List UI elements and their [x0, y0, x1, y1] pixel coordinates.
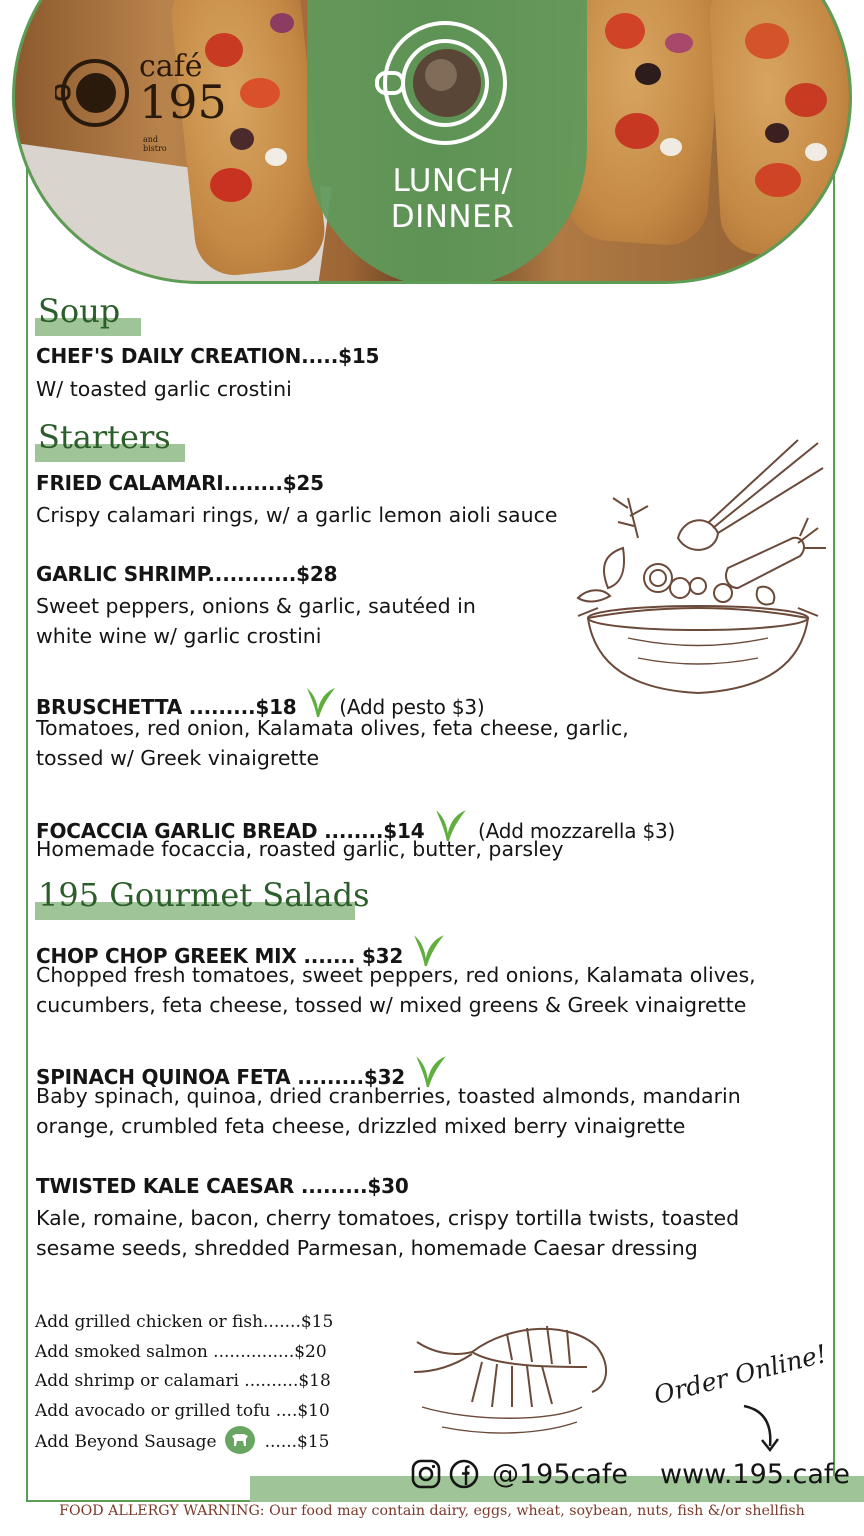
order-online-text[interactable]: Order Online!: [651, 1339, 830, 1410]
feta-topping: [660, 138, 682, 156]
focaccia-desc: Homemade focaccia, roasted garlic, butter, parsley: [36, 837, 564, 861]
addons-list: [35, 1308, 333, 1458]
addon-item: Add smoked salmon ...............$20: [35, 1341, 327, 1362]
kale-desc-line2: sesame seeds, shredded Parmesan, homemade Caesar dressing: [36, 1236, 698, 1260]
tomato-topping: [785, 83, 827, 117]
allergy-warning: FOOD ALLERGY WARNING: Our food may contain dairy, eggs, wheat, soybean, nuts, fish &/or shellfish: [59, 1503, 805, 1519]
plant-based-icon: [225, 1426, 255, 1454]
tomato-topping: [210, 168, 252, 202]
title-line-2: DINNER: [390, 199, 515, 235]
addon-item: [35, 1426, 333, 1458]
shrimp-desc-line2: white wine w/ garlic crostini: [36, 624, 322, 648]
logo-cafe-text: café: [139, 49, 203, 84]
tomato-topping: [755, 163, 801, 197]
feta-topping: [805, 143, 827, 161]
title-line-1: LUNCH/: [392, 163, 513, 199]
spinach-desc-line1: Baby spinach, quinoa, dried cranberries, toasted almonds, mandarin: [36, 1084, 741, 1108]
social-handle[interactable]: @195cafe: [492, 1458, 629, 1490]
tomato-topping: [745, 23, 789, 59]
starters-heading-text: Starters: [38, 418, 171, 456]
social-bar: [410, 1454, 850, 1494]
tomato-topping: [615, 113, 659, 149]
header-banner: [12, 0, 852, 284]
tomato-topping: [205, 33, 243, 67]
olive-topping: [635, 63, 661, 85]
menu-title: [355, 163, 550, 235]
bruschetta-desc-line1: Tomatoes, red onion, Kalamata olives, feta cheese, garlic,: [36, 716, 629, 740]
arrow-down-icon: [738, 1402, 782, 1454]
tomato-topping: [605, 13, 645, 49]
shrimp-illustration: [412, 1312, 612, 1442]
facebook-icon[interactable]: [448, 1458, 480, 1490]
onion-topping: [665, 33, 693, 53]
greek-desc-line1: Chopped fresh tomatoes, sweet peppers, red onions, Kalamata olives,: [36, 963, 756, 987]
logo-number-text: 195: [139, 75, 227, 129]
spinach-desc-line2: orange, crumbled feta cheese, drizzled mixed berry vinaigrette: [36, 1114, 686, 1138]
addon-sausage-price: ......$15: [264, 1432, 330, 1452]
focaccia-title: FOCACCIA GARLIC BREAD ........$14: [36, 819, 425, 843]
focaccia-extra: (Add mozzarella $3): [478, 819, 676, 843]
soup-item-desc: W/ toasted garlic crostini: [36, 377, 292, 401]
instagram-icon[interactable]: [410, 1458, 442, 1490]
bruschetta-extra: (Add pesto $3): [339, 695, 485, 719]
website-link[interactable]: www.195.cafe: [660, 1458, 851, 1490]
kale-title: TWISTED KALE CAESAR .........$30: [36, 1174, 409, 1198]
spinach-title: SPINACH QUINOA FETA .........$32: [36, 1065, 406, 1089]
addon-item: Add shrimp or calamari ..........$18: [35, 1371, 331, 1391]
logo-cup-icon: [55, 53, 135, 133]
salads-heading-text: 195 Gourmet Salads: [38, 876, 370, 914]
soup-item-title: CHEF'S DAILY CREATION.....$15: [36, 344, 380, 368]
calamari-desc: Crispy calamari rings, w/ a garlic lemon aioli sauce: [36, 503, 558, 527]
greek-desc-line2: cucumbers, feta cheese, tossed w/ mixed greens & Greek vinaigrette: [36, 993, 747, 1017]
salads-heading: [38, 876, 370, 920]
bruschetta-title: BRUSCHETTA .........$18: [36, 695, 297, 719]
tomato-topping: [240, 78, 280, 108]
shrimp-title: GARLIC SHRIMP............$28: [36, 562, 338, 586]
addon-item: Add grilled chicken or fish.......$15: [35, 1312, 334, 1332]
soup-heading-text: Soup: [38, 292, 121, 330]
kale-desc-line1: Kale, romaine, bacon, cherry tomatoes, crispy tortilla twists, toasted: [36, 1206, 740, 1230]
cafe-logo: [55, 49, 227, 153]
addon-item: Add avocado or grilled tofu ....$10: [35, 1400, 330, 1421]
olive-topping: [765, 123, 789, 143]
shrimp-desc-line1: Sweet peppers, onions & garlic, sautéed in: [36, 594, 476, 618]
soup-heading: [38, 292, 120, 336]
bruschetta-desc-line2: tossed w/ Greek vinaigrette: [36, 746, 320, 770]
logo-bistro-text: and bistro: [143, 135, 167, 153]
calamari-title: FRIED CALAMARI........$25: [36, 471, 324, 495]
feta-topping: [265, 148, 287, 166]
salad-bowl-illustration: [568, 438, 834, 698]
coffee-cup-icon: [375, 13, 515, 153]
addon-sausage-label: Add Beyond Sausage: [35, 1432, 217, 1452]
greek-title: CHOP CHOP GREEK MIX ....... $32: [36, 944, 404, 968]
olive-topping: [230, 128, 254, 150]
starters-heading: [38, 418, 171, 462]
onion-topping: [270, 13, 294, 33]
